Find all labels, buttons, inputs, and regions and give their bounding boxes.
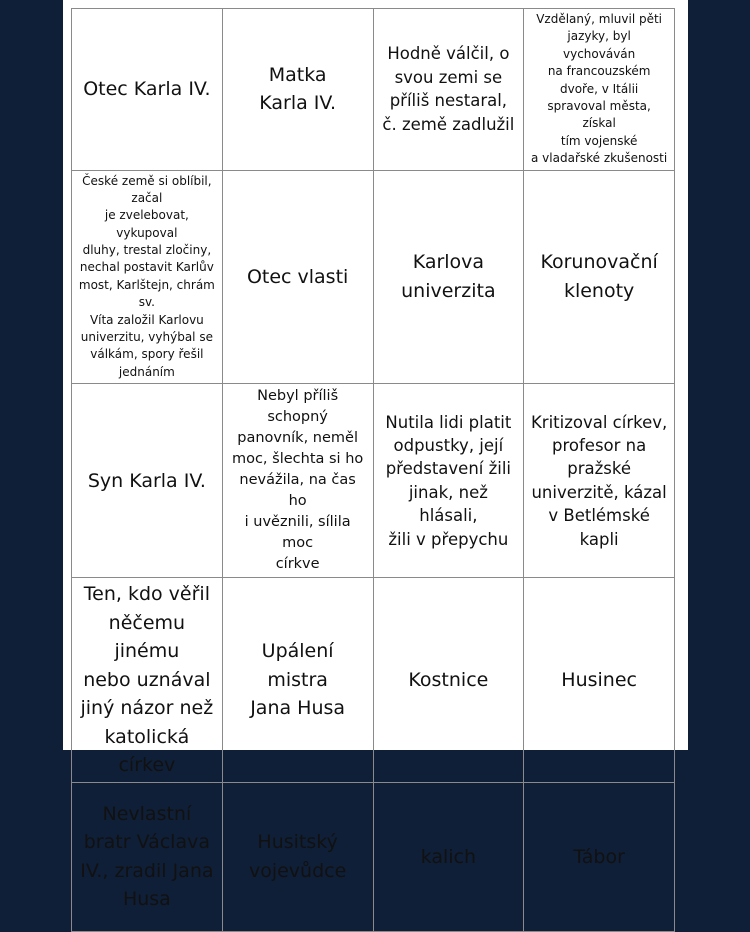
grid-row (72, 384, 675, 578)
grid-cell (524, 170, 675, 384)
cell-text: Hodně válčil, o svou zemi se příliš nestaral, č. země zadlužil (382, 44, 515, 134)
cell-text: České země si oblíbil, začal je zvelebovat, vykupoval dluhy, trestal zločiny, nechal postavit Karlův most, Karlštejn, chrám sv. Víta založil Karlovu univerzitu, vyhýbal se válkám, spory řešil jednáním (78, 173, 215, 379)
grid-cell (222, 384, 373, 578)
cell-text: Nebyl příliš schopný panovník, neměl moc, šlechta si ho nevážila, na čas ho i uvěznili, sílila moc církve (231, 388, 364, 573)
cell-text: kalich (420, 845, 477, 868)
grid-cell (72, 782, 223, 931)
grid-cell (524, 9, 675, 171)
grid-cell (72, 578, 223, 783)
cell-text: Upálení mistra Jana Husa (250, 640, 346, 720)
cell-text: Matka Karla IV. (259, 63, 336, 115)
grid-cell (524, 384, 675, 578)
cell-text: Nutila lidi platit odpustky, její představení žili jinak, než hlásali, žili v přepychu (385, 412, 512, 549)
grid-cell (72, 9, 223, 171)
grid-cell (72, 384, 223, 578)
cell-text: Otec vlasti (246, 265, 349, 288)
cell-text: Otec Karla IV. (83, 78, 211, 100)
cell-text: Nevlastní bratr Václava IV., zradil Jana Husa (80, 802, 214, 911)
grid-row (72, 782, 675, 931)
grid-cell (222, 170, 373, 384)
cell-text: Vzdělaný, mluvil pěti jazyky, byl vychováván na francouzském dvoře, v Itálii spravoval města, získal tím vojenské a vladařské zkušenosti (531, 12, 668, 166)
grid-row (72, 9, 675, 171)
grid-cell (222, 578, 373, 783)
cell-text: Karlova univerzita (401, 251, 496, 302)
cell-text: Syn Karla IV. (87, 469, 206, 492)
worksheet-page (63, 0, 688, 911)
card-grid (71, 8, 675, 932)
grid-cell (524, 782, 675, 931)
cell-text: Kostnice (408, 668, 489, 691)
grid-cell (72, 170, 223, 384)
grid-row (72, 578, 675, 783)
cell-text: Tábor (573, 845, 625, 868)
grid-cell (373, 170, 524, 384)
grid-cell (373, 384, 524, 578)
grid-row (72, 170, 675, 384)
cell-text: Ten, kdo věřil něčemu jinému nebo uznával jiný názor než katolická církev (80, 583, 214, 777)
grid-cell (222, 782, 373, 931)
cell-text: Husinec (561, 668, 637, 691)
cell-text: Husitský vojevůdce (248, 831, 347, 882)
grid-cell (373, 9, 524, 171)
grid-cell (373, 578, 524, 783)
grid-cell (373, 782, 524, 931)
cell-text: Kritizoval církev, profesor na pražské univerzitě, kázal v Betlémské kapli (530, 412, 668, 549)
cell-text: Korunovační klenoty (540, 251, 658, 302)
grid-cell (222, 9, 373, 171)
grid-cell (524, 578, 675, 783)
